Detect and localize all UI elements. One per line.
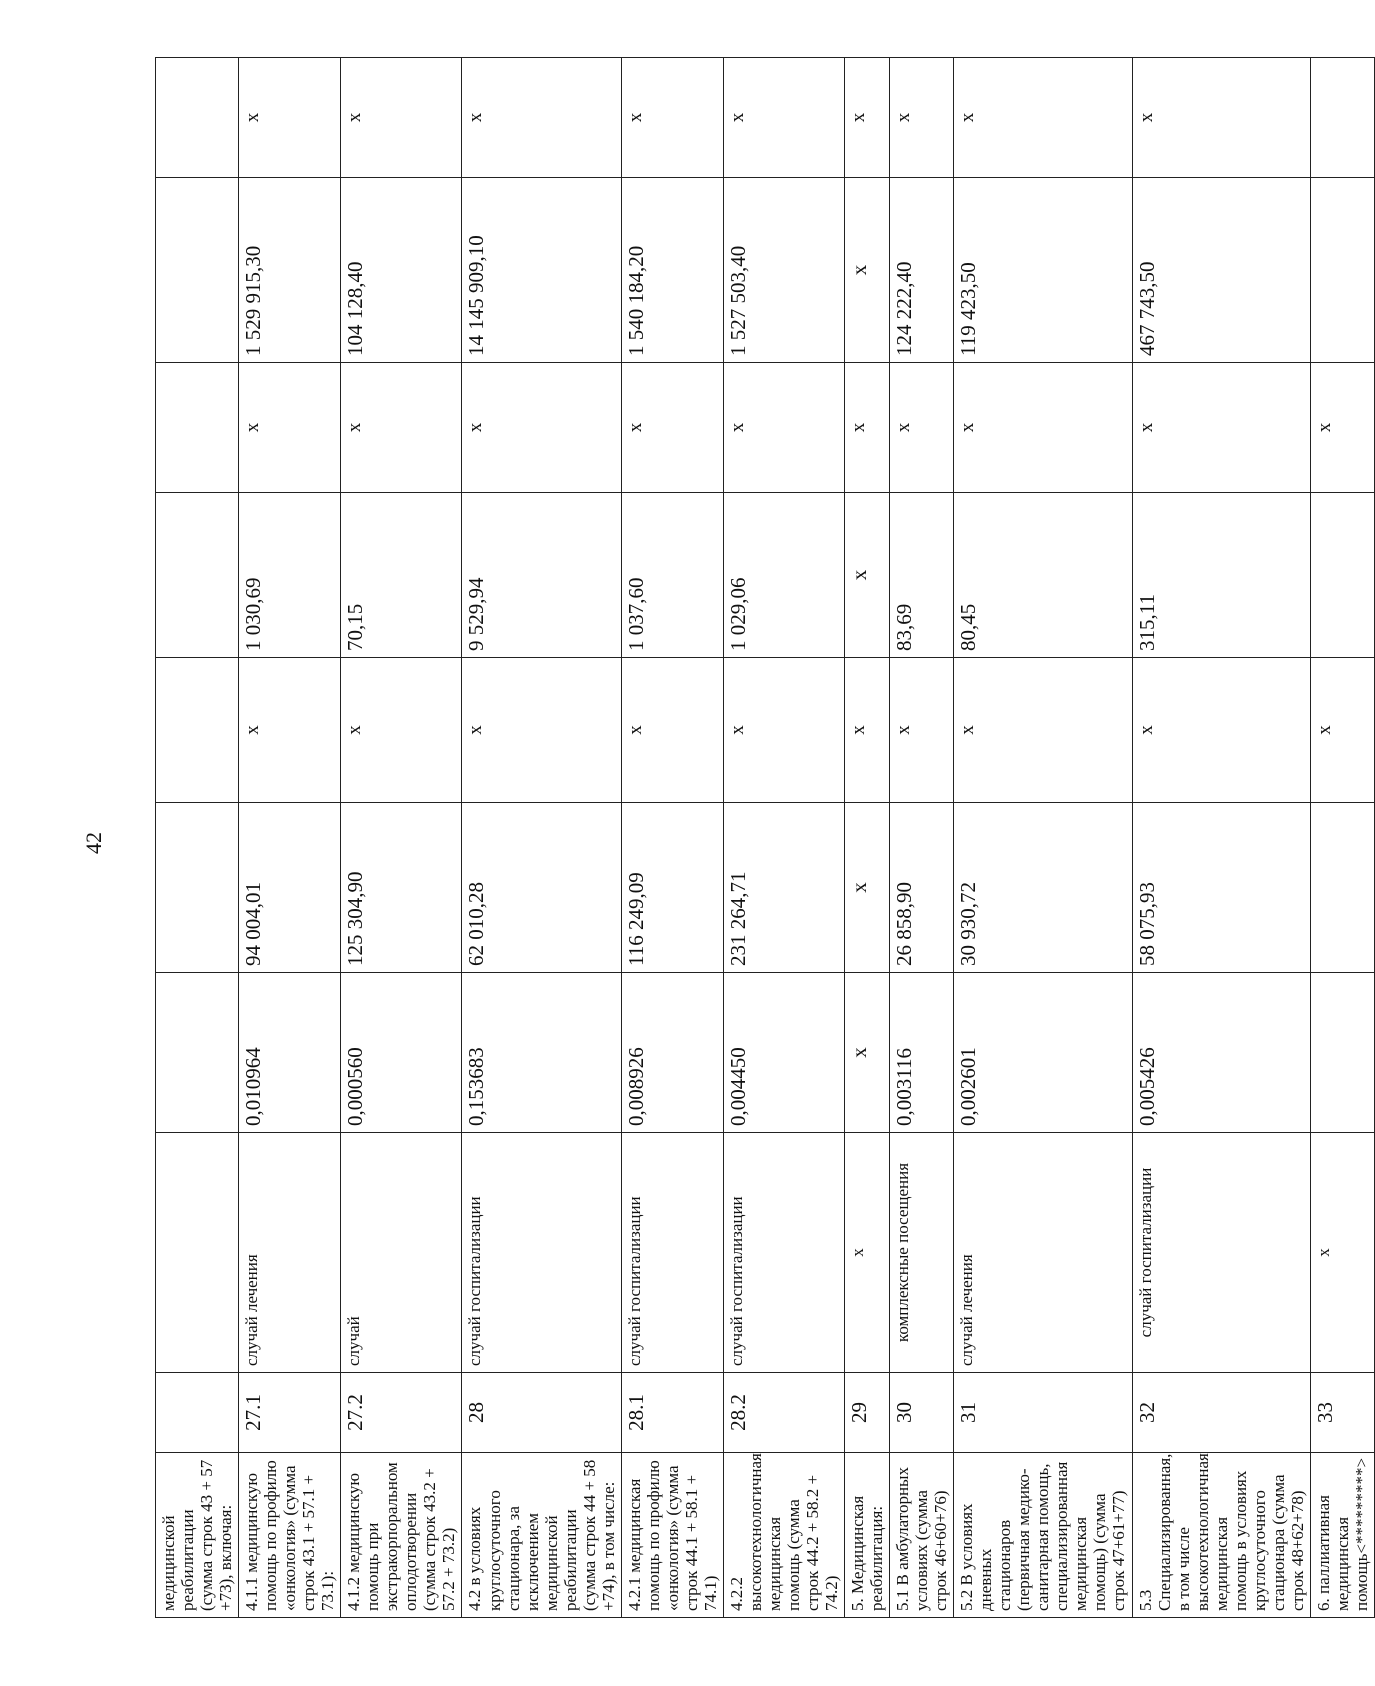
table-cell — [156, 973, 239, 1133]
table-cell — [156, 1373, 239, 1453]
table-body — [156, 58, 1375, 1618]
table-cell: 5.3 Специализированная, в том числе высокотехнологичная медицинская помощь в условиях круглосуточного стационара (сумма строк 48+62+78) — [1132, 1453, 1310, 1618]
table-cell: х — [621, 58, 723, 178]
table-cell: 14 145 909,10 — [462, 178, 621, 363]
table-cell: 124 222,40 — [890, 178, 954, 363]
table-cell: х — [462, 658, 621, 803]
table-cell: 0,005426 — [1132, 973, 1310, 1133]
table-cell — [156, 58, 239, 178]
table-cell: х — [845, 493, 890, 658]
table-cell: 4.1.2 медицинскую помощь при экстракорпоральном оплодотворении (сумма строк 43.2 + 57.2 + 73.2) — [341, 1453, 462, 1618]
table-cell: х — [1310, 363, 1374, 493]
table-cell: х — [723, 658, 844, 803]
table-cell: 33 — [1310, 1373, 1374, 1453]
table-cell: медицинской реабилитации (сумма строк 43 + 57 +73), включая: — [156, 1453, 239, 1618]
table-cell — [1310, 178, 1374, 363]
table-cell: х — [1132, 58, 1310, 178]
table-cell: х — [954, 363, 1132, 493]
table-cell: х — [1132, 363, 1310, 493]
table-cell: комплексные посещения — [890, 1133, 954, 1373]
table-cell: 1 540 184,20 — [621, 178, 723, 363]
table-row — [239, 58, 341, 1618]
table-cell: 31 — [954, 1373, 1132, 1453]
table-cell: 70,15 — [341, 493, 462, 658]
table-cell: 315,11 — [1132, 493, 1310, 658]
table-cell: 5. Медицинская реабилитация: — [845, 1453, 890, 1618]
table-cell: 27.2 — [341, 1373, 462, 1453]
table-row — [462, 58, 621, 1618]
table-cell: 0,000560 — [341, 973, 462, 1133]
table-cell: х — [723, 58, 844, 178]
table-cell: х — [954, 58, 1132, 178]
table-cell: х — [239, 58, 341, 178]
table-cell — [1310, 973, 1374, 1133]
table-cell: 467 743,50 — [1132, 178, 1310, 363]
table-cell: случай госпитализации — [1132, 1133, 1310, 1373]
table-row — [723, 58, 844, 1618]
table-cell: 4.2.2 высокотехнологичная медицинская помощь (сумма строк 44.2 + 58.2 + 74.2) — [723, 1453, 844, 1618]
table-cell: 28.1 — [621, 1373, 723, 1453]
table-cell — [156, 803, 239, 973]
table-cell: 119 423,50 — [954, 178, 1132, 363]
table-cell: 1 529 915,30 — [239, 178, 341, 363]
table-cell: случай госпитализации — [621, 1133, 723, 1373]
table-cell: х — [239, 658, 341, 803]
table-cell: х — [621, 363, 723, 493]
table-cell: 30 930,72 — [954, 803, 1132, 973]
table-cell: х — [954, 658, 1132, 803]
table-cell: 4.1.1 медицинскую помощь по профилю «онкология» (сумма строк 43.1 + 57.1 + 73.1): — [239, 1453, 341, 1618]
table-cell: 231 264,71 — [723, 803, 844, 973]
data-table — [155, 57, 1375, 1618]
table-row — [341, 58, 462, 1618]
table-cell: 0,004450 — [723, 973, 844, 1133]
table-cell: 0,153683 — [462, 973, 621, 1133]
table-cell: х — [845, 1133, 890, 1373]
table-cell — [156, 493, 239, 658]
table-cell: х — [890, 658, 954, 803]
table-row — [954, 58, 1132, 1618]
rotated-table-container — [155, 58, 1371, 1618]
table-cell: 29 — [845, 1373, 890, 1453]
table-row — [621, 58, 723, 1618]
table-cell: 80,45 — [954, 493, 1132, 658]
table-cell: случай лечения — [239, 1133, 341, 1373]
table-cell: случай госпитализации — [723, 1133, 844, 1373]
table-cell: 0,010964 — [239, 973, 341, 1133]
table-cell: 1 029,06 — [723, 493, 844, 658]
table-cell: х — [621, 658, 723, 803]
table-cell: 62 010,28 — [462, 803, 621, 973]
table-cell: х — [1310, 658, 1374, 803]
table-cell: случай лечения — [954, 1133, 1132, 1373]
table-cell: х — [341, 58, 462, 178]
table-cell: 0,002601 — [954, 973, 1132, 1133]
table-row — [1310, 58, 1374, 1618]
table-cell: х — [462, 363, 621, 493]
table-cell: х — [890, 58, 954, 178]
table-cell: х — [1310, 1133, 1374, 1373]
table-cell: 83,69 — [890, 493, 954, 658]
table-cell: 32 — [1132, 1373, 1310, 1453]
table-cell: х — [462, 58, 621, 178]
table-cell: х — [845, 58, 890, 178]
table-cell — [1310, 493, 1374, 658]
table-cell: х — [890, 363, 954, 493]
table-cell: 26 858,90 — [890, 803, 954, 973]
table-cell: 5.2 В условиях дневных стационаров (первичная медико-санитарная помощь, специализированная медицинская помощь) (сумма строк 47+61+77) — [954, 1453, 1132, 1618]
table-row — [1132, 58, 1310, 1618]
table-row — [890, 58, 954, 1618]
table-cell: х — [845, 658, 890, 803]
table-cell: х — [723, 363, 844, 493]
table-cell: 116 249,09 — [621, 803, 723, 973]
table-cell — [1310, 58, 1374, 178]
table-row — [156, 58, 239, 1618]
table-cell: 94 004,01 — [239, 803, 341, 973]
table-cell: 9 529,94 — [462, 493, 621, 658]
table-cell — [156, 658, 239, 803]
table-cell — [156, 178, 239, 363]
table-cell: 5.1 В амбулаторных условиях (сумма строк 46+60+76) — [890, 1453, 954, 1618]
table-cell: х — [341, 363, 462, 493]
table-cell: х — [845, 973, 890, 1133]
table-cell: 104 128,40 — [341, 178, 462, 363]
table-cell — [156, 1133, 239, 1373]
table-cell: х — [341, 658, 462, 803]
table-cell: 6. паллиативная медицинская помощь<*********> — [1310, 1453, 1374, 1618]
table-cell: 1 527 503,40 — [723, 178, 844, 363]
table-cell: 27.1 — [239, 1373, 341, 1453]
table-cell: х — [239, 363, 341, 493]
table-cell: х — [1132, 658, 1310, 803]
table-cell: х — [845, 363, 890, 493]
table-cell — [1310, 803, 1374, 973]
table-cell: 0,008926 — [621, 973, 723, 1133]
table-cell: 0,003116 — [890, 973, 954, 1133]
table-cell: х — [845, 178, 890, 363]
table-cell: х — [845, 803, 890, 973]
table-cell: 4.2 в условиях круглосуточного стационара, за исключением медицинской реабилитации (сумма строк 44 + 58 +74), в том числе: — [462, 1453, 621, 1618]
table-cell: случай — [341, 1133, 462, 1373]
table-cell: 125 304,90 — [341, 803, 462, 973]
table-cell: 28.2 — [723, 1373, 844, 1453]
table-cell: случай госпитализации — [462, 1133, 621, 1373]
table-cell: 1 030,69 — [239, 493, 341, 658]
table-cell — [156, 363, 239, 493]
table-cell: 30 — [890, 1373, 954, 1453]
table-cell: 1 037,60 — [621, 493, 723, 658]
page-number: 42 — [81, 832, 106, 854]
table-cell: 4.2.1 медицинская помощь по профилю «онкология» (сумма строк 44.1 + 58.1 + 74.1) — [621, 1453, 723, 1618]
table-cell: 58 075,93 — [1132, 803, 1310, 973]
table-cell: 28 — [462, 1373, 621, 1453]
table-row — [845, 58, 890, 1618]
